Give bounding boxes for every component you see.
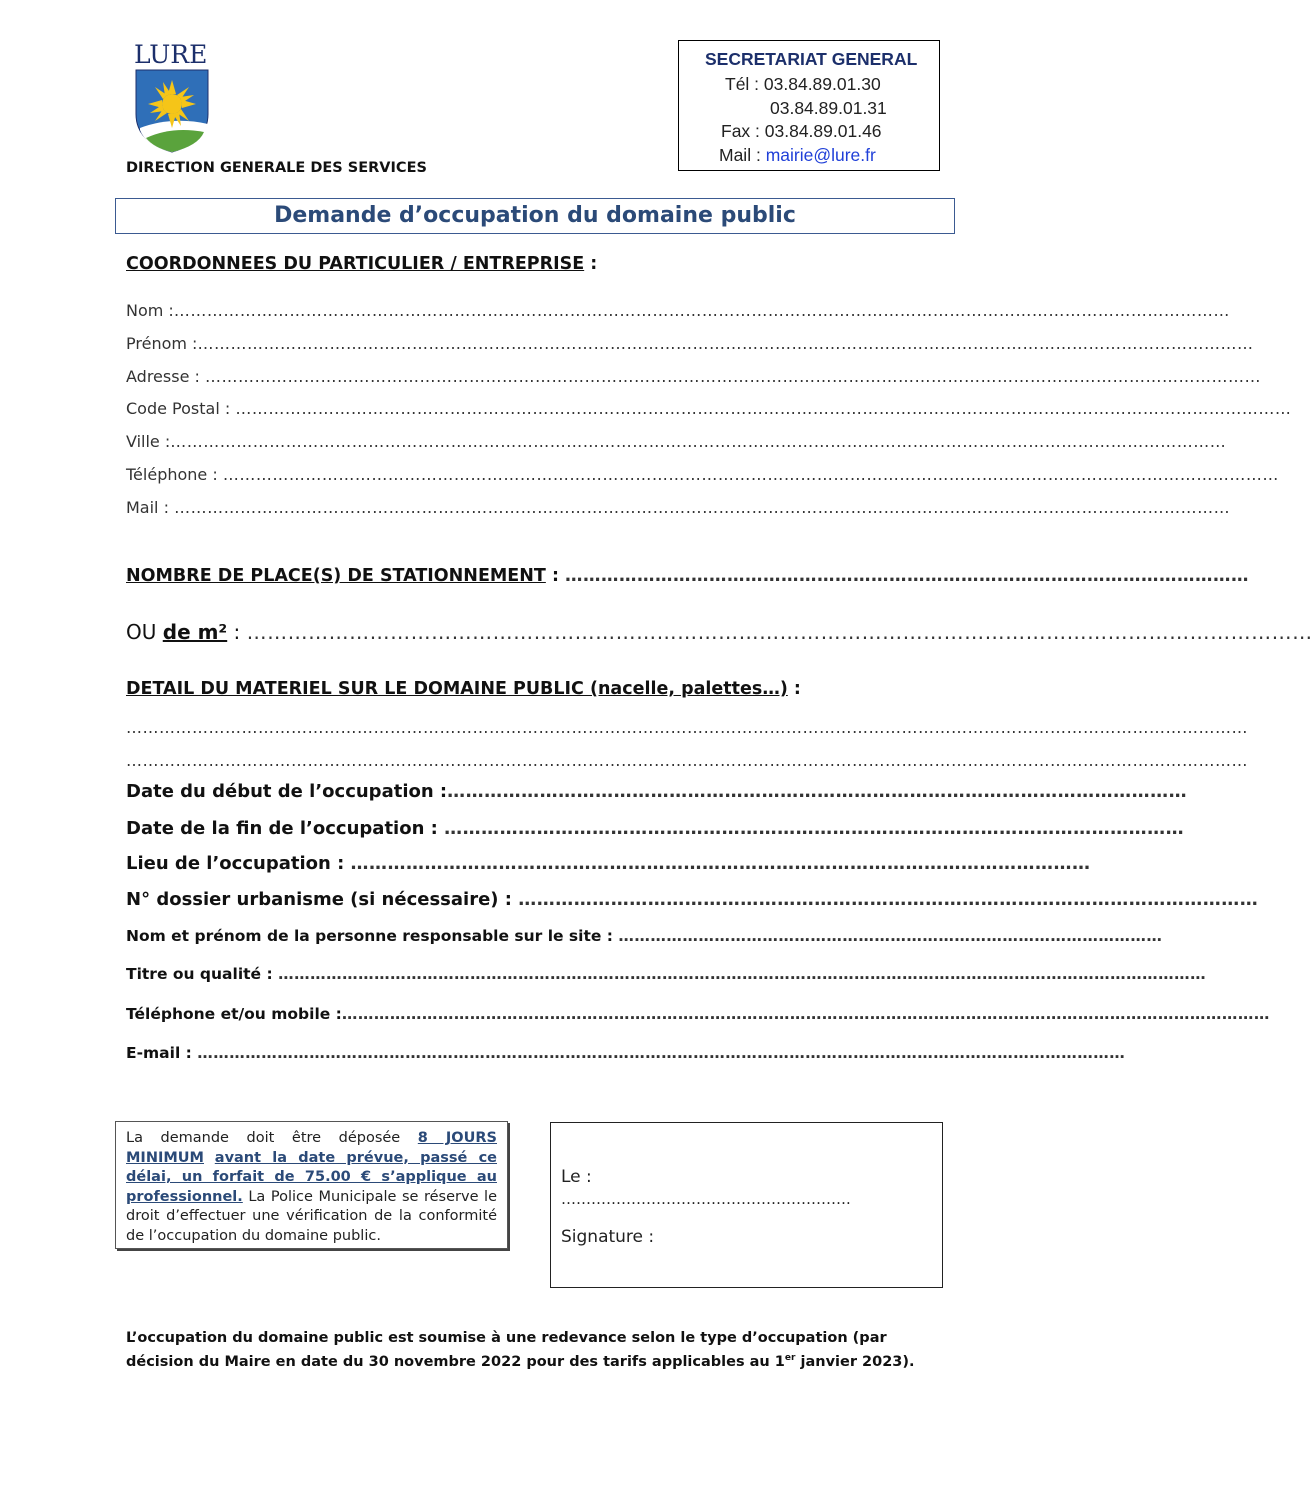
field-places[interactable]: NOMBRE DE PLACE(S) DE STATIONNEMENT : ……………………………………………………………………………………………………	[126, 566, 1250, 586]
coordonnees-heading-suffix: :	[584, 254, 598, 274]
materiel-line-2[interactable]: ……………………………………………………………………………………………………………………………………………………………………………………	[126, 751, 1248, 770]
materiel-heading	[126, 679, 801, 699]
coordonnees-heading-text: COORDONNEES DU PARTICULIER / ENTREPRISE	[126, 254, 585, 274]
field-date-fin[interactable]: Date de la fin de l’occupation : …………………………………………………………………………………………………………	[126, 818, 1185, 839]
coordonnees-heading	[126, 254, 597, 274]
note-text1: La demande doit être déposée	[126, 1130, 418, 1146]
materiel-heading-suffix: :	[787, 679, 801, 699]
mail-label: Mail :	[719, 145, 766, 165]
footer-text: L’occupation du domaine public est soumise à une redevance selon le type d’occupation (par décision du Maire en date du 30 novembre 2022 pour des tarifs applicables au 1	[126, 1330, 887, 1370]
field-dossier-urbanisme[interactable]: N° dossier urbanisme (si nécessaire) : …………………………………………………………………………………………………………	[126, 889, 1259, 910]
field-mail[interactable]: Mail : …………………………………………………………………………………………………………………………………………………………………………	[126, 498, 1231, 517]
field-label: Titre ou qualité :	[126, 965, 279, 983]
signature-box	[550, 1122, 943, 1288]
places-suffix: :	[545, 566, 566, 586]
logo-text: LURE	[134, 40, 208, 69]
field-label: Nom et prénom de la personne responsable sur le site :	[126, 927, 619, 945]
materiel-heading-text: DETAIL DU MATERIEL SUR LE DOMAINE PUBLIC (nacelle, palettes…)	[126, 679, 788, 699]
field-date-debut[interactable]: Date du début de l’occupation :…………………………………………………………………………………………………………	[126, 781, 1188, 802]
materiel-line-1[interactable]: ……………………………………………………………………………………………………………………………………………………………………………………	[126, 718, 1248, 737]
secretariat-tel2: 03.84.89.01.31	[770, 98, 887, 118]
field-label: Ville :	[126, 432, 171, 451]
field-label: Nom :	[126, 301, 174, 320]
note-highlight2: avant la date prévue, passé ce délai, un forfait de 75.00 € s’applique au professionnel.	[126, 1149, 497, 1205]
field-telephone-mobile[interactable]: Téléphone et/ou mobile :…………………………………………………………………………………………………………………………………………………………	[126, 1005, 1270, 1023]
footer-note	[126, 1328, 941, 1372]
field-label: Téléphone et/ou mobile :	[126, 1005, 342, 1023]
field-label: Prénom :	[126, 334, 198, 353]
deadline-note	[115, 1121, 508, 1249]
note-highlight1: 8 JOURS MINIMUM	[126, 1130, 497, 1166]
field-code-postal[interactable]: Code Postal : …………………………………………………………………………………………………………………………………………………………………………	[126, 399, 1292, 418]
field-ville[interactable]: Ville :…………………………………………………………………………………………………………………………………………………………………………	[126, 432, 1227, 451]
footer-text-end: janvier 2023).	[795, 1353, 915, 1370]
field-label: Code Postal :	[126, 399, 236, 418]
sig-le-label: Le :	[561, 1167, 592, 1187]
field-label: N° dossier urbanisme (si nécessaire) :	[126, 889, 519, 910]
surface-prefix: OU	[126, 620, 163, 644]
field-lieu[interactable]: Lieu de l’occupation : …………………………………………………………………………………………………………	[126, 853, 1091, 874]
page-title: Demande d’occupation du domaine public	[115, 198, 955, 234]
sig-signature-label: Signature :	[561, 1227, 655, 1247]
note-text3: La Police Municipale se réserve le droit d’effectuer une vérification de la conformité de l’occupation du domaine public.	[126, 1188, 497, 1244]
secretariat-mail	[719, 145, 876, 166]
secretariat-fax: Fax : 03.84.89.01.46	[721, 121, 882, 141]
field-responsable[interactable]: Nom et prénom de la personne responsable sur le site : …………………………………………………………………………………………	[126, 927, 1163, 945]
field-nom[interactable]: Nom :…………………………………………………………………………………………………………………………………………………………………………	[126, 301, 1230, 320]
field-label: Date du début de l’occupation :	[126, 781, 448, 802]
note-text2	[204, 1150, 215, 1166]
places-label: NOMBRE DE PLACE(S) DE STATIONNEMENT	[126, 566, 546, 586]
field-telephone[interactable]: Téléphone : …………………………………………………………………………………………………………………………………………………………………………	[126, 465, 1279, 484]
field-label: E-mail :	[126, 1044, 198, 1062]
secretariat-box	[678, 40, 940, 171]
coat-of-arms-icon	[132, 68, 212, 154]
field-surface[interactable]: OU de m² : …………………………………………………………………………………………………………………………………………	[126, 620, 1313, 644]
surface-suffix: :	[227, 620, 247, 644]
field-label: Lieu de l’occupation :	[126, 853, 351, 874]
field-label: Date de la fin de l’occupation :	[126, 818, 445, 839]
secretariat-title: SECRETARIAT GENERAL	[705, 49, 918, 69]
direction-label: DIRECTION GENERALE DES SERVICES	[126, 160, 427, 176]
footer-sup: er	[784, 1353, 796, 1363]
surface-label: de m²	[162, 620, 228, 644]
field-label: Adresse :	[126, 367, 205, 386]
field-prenom[interactable]: Prénom :…………………………………………………………………………………………………………………………………………………………………………	[126, 334, 1254, 353]
field-label: Téléphone :	[126, 465, 223, 484]
sig-date-line[interactable]: ………………………………………………….	[561, 1190, 851, 1208]
field-adresse[interactable]: Adresse : …………………………………………………………………………………………………………………………………………………………………………	[126, 367, 1261, 386]
field-email[interactable]: E-mail : …………………………………………………………………………………………………………………………………………………………	[126, 1044, 1126, 1062]
mail-link[interactable]: mairie@lure.fr	[765, 145, 876, 165]
secretariat-tel: Tél : 03.84.89.01.30	[725, 74, 881, 94]
field-titre[interactable]: Titre ou qualité : …………………………………………………………………………………………………………………………………………………………	[126, 965, 1207, 983]
field-label: Mail :	[126, 498, 175, 517]
